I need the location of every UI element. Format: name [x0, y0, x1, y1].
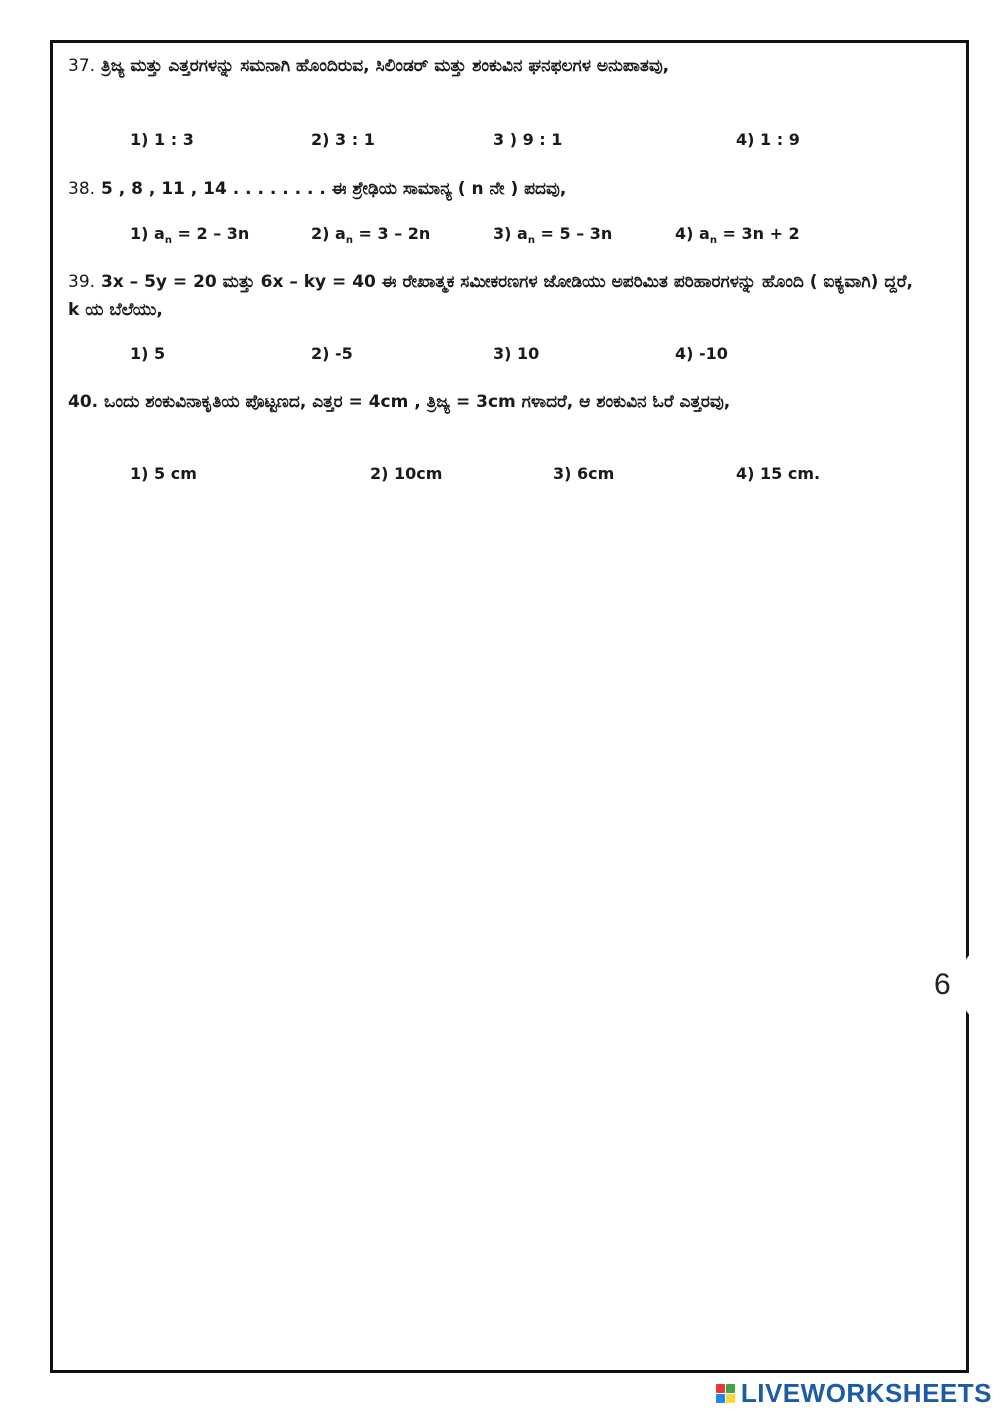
options-38 — [0, 224, 1000, 250]
option-expression: = 2 – 3n — [171, 224, 250, 243]
question-39 — [68, 268, 918, 324]
option-2[interactable]: 2) -5 — [311, 344, 353, 363]
option-1[interactable]: 1) 5 — [130, 344, 166, 363]
option-3[interactable]: 3) 6cm — [553, 464, 615, 483]
option-prefix: 2) a — [311, 224, 346, 243]
option-prefix: 1) a — [130, 224, 165, 243]
option-1[interactable]: 1) 5 cm — [130, 464, 197, 483]
liveworksheets-logo-icon — [716, 1384, 735, 1403]
question-number: 38. — [68, 179, 96, 199]
option-2[interactable] — [311, 224, 430, 246]
options-37 — [0, 130, 1000, 156]
page-number: 6 — [934, 968, 951, 1001]
option-1[interactable] — [130, 224, 249, 246]
option-4[interactable]: 4) 15 cm. — [736, 464, 821, 483]
brand-name: LIVEWORKSHEETS — [740, 1377, 992, 1408]
option-expression: = 3n + 2 — [716, 224, 800, 243]
subscript: n — [345, 235, 353, 247]
question-text: 3x – 5y = 20 ಮತ್ತು 6x – ky = 40 ಈ ರೇಖಾತ್ಮಕ ಸಮೀಕರಣಗಳ ಜೋಡಿಯು ಅಪರಿಮಿತ ಪರಿಹಾರಗಳನ್ನು ಹೊಂದಿ ( ಐಕ್ಯವಾಗಿ) ದ್ದರೆ, k ಯ ಬೆಲೆಯು, — [68, 272, 913, 320]
options-40 — [0, 464, 1000, 490]
logo-square — [726, 1394, 735, 1403]
question-number: 39. — [68, 272, 96, 292]
option-4[interactable]: 4) 1 : 9 — [736, 130, 800, 149]
question-37 — [68, 52, 918, 80]
option-2[interactable]: 2) 10cm — [370, 464, 443, 483]
options-39 — [0, 344, 1000, 370]
logo-square — [716, 1394, 725, 1403]
option-prefix: 3) a — [493, 224, 528, 243]
subscript: n — [527, 235, 535, 247]
option-4[interactable] — [675, 224, 800, 246]
option-expression: = 5 – 3n — [534, 224, 613, 243]
question-38 — [68, 175, 918, 203]
subscript: n — [709, 235, 717, 247]
question-number: 40. — [68, 392, 99, 412]
option-4[interactable]: 4) -10 — [675, 344, 728, 363]
question-number: 37. — [68, 56, 96, 76]
option-3[interactable]: 3) 10 — [493, 344, 540, 363]
option-2[interactable]: 2) 3 : 1 — [311, 130, 375, 149]
option-1[interactable]: 1) 1 : 3 — [130, 130, 194, 149]
liveworksheets-footer[interactable] — [716, 1378, 992, 1408]
subscript: n — [164, 235, 172, 247]
option-3[interactable]: 3 ) 9 : 1 — [493, 130, 563, 149]
question-text: ಒಂದು ಶಂಕುವಿನಾಕೃತಿಯ ಪೊಟ್ಟಣದ, ಎತ್ತರ = 4cm , ತ್ರಿಜ್ಯ = 3cm ಗಳಾದರೆ, ಆ ಶಂಕುವಿನ ಓರೆ ಎತ್ತರವು, — [104, 392, 731, 412]
option-expression: = 3 – 2n — [352, 224, 431, 243]
option-3[interactable] — [493, 224, 612, 246]
question-40 — [68, 388, 918, 416]
question-text: ತ್ರಿಜ್ಯ ಮತ್ತು ಎತ್ತರಗಳನ್ನು ಸಮನಾಗಿ ಹೊಂದಿರುವ, ಸಿಲಿಂಡರ್ ಮತ್ತು ಶಂಕುವಿನ ಘನಫಲಗಳ ಅನುಪಾತವು, — [100, 56, 670, 76]
logo-square — [716, 1384, 725, 1393]
logo-square — [726, 1384, 735, 1393]
option-prefix: 4) a — [675, 224, 710, 243]
question-text: 5 , 8 , 11 , 14 . . . . . . . . ಈ ಶ್ರೇಢಿಯ ಸಾಮಾನ್ಯ ( n ನೇ ) ಪದವು, — [100, 179, 567, 199]
